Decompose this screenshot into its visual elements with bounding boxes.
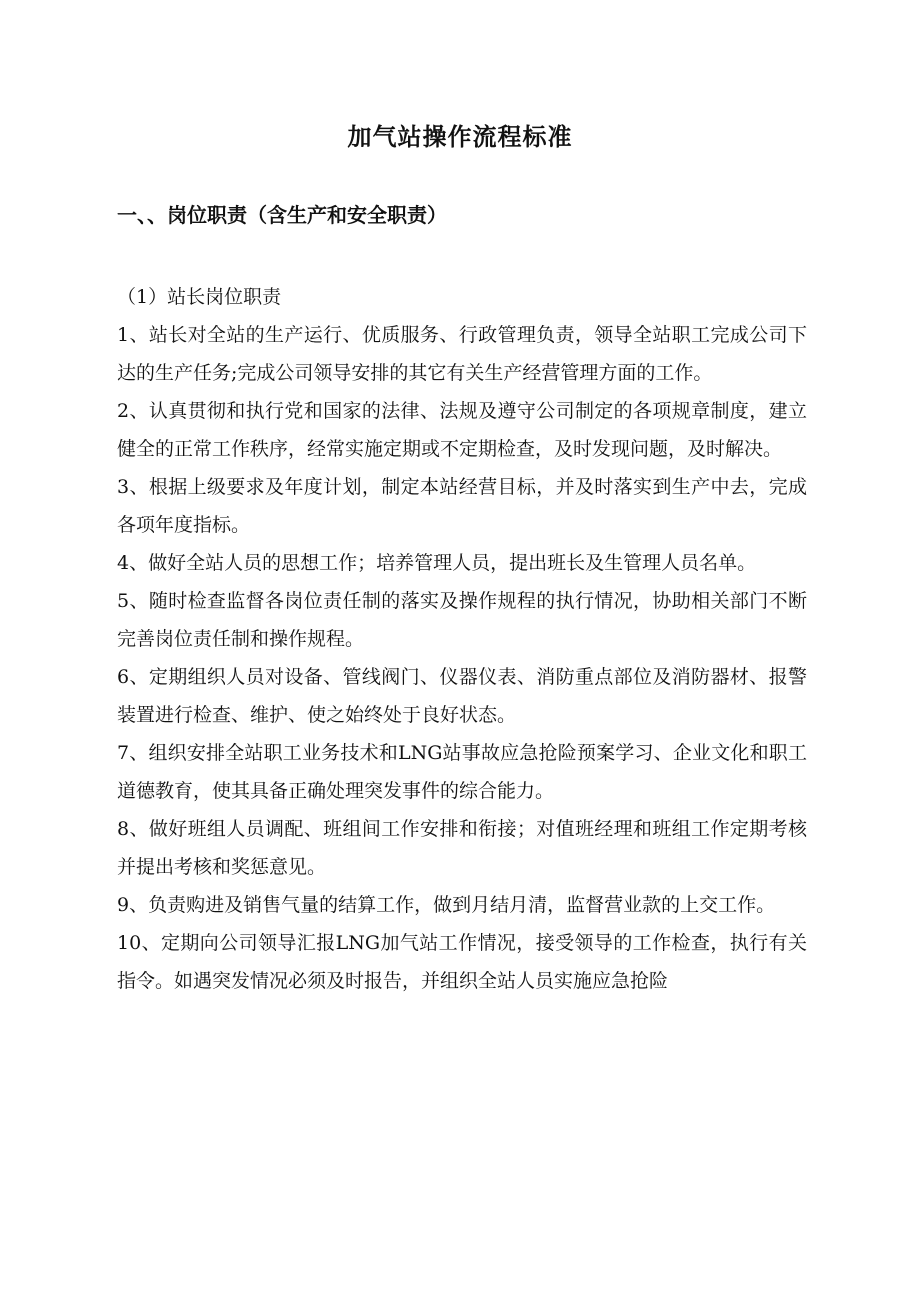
- duty-item-3: 3、根据上级要求及年度计划，制定本站经营目标，并及时落实到生产中去，完成各项年度指标。: [117, 476, 807, 536]
- duty-item-10: 10、定期向公司领导汇报LNG加气站工作情况，接受领导的工作检查，执行有关指令。如遇突发情况必须及时报告，并组织全站人员实施应急抢险: [117, 932, 807, 992]
- duty-item-4: 4、做好全站人员的思想工作；培养管理人员，提出班长及生管理人员名单。: [117, 552, 757, 574]
- duty-item-7: 7、组织安排全站职工业务技术和LNG站事故应急抢险预案学习、企业文化和职工道德教育，使其具备正确处理突发事件的综合能力。: [117, 742, 807, 802]
- duty-item-1: 1、站长对全站的生产运行、优质服务、行政管理负责，领导全站职工完成公司下达的生产任务;完成公司领导安排的其它有关生产经营管理方面的工作。: [117, 324, 807, 384]
- subsection-heading: （1）站长岗位职责: [117, 286, 282, 308]
- document-title: 加气站操作流程标准: [347, 123, 573, 151]
- duty-item-6: 6、定期组织人员对设备、管线阀门、仪器仪表、消防重点部位及消防器材、报警装置进行检查、维护、使之始终处于良好状态。: [117, 666, 807, 726]
- duty-item-2: 2、认真贯彻和执行党和国家的法律、法规及遵守公司制定的各项规章制度，建立健全的正常工作秩序，经常实施定期或不定期检查，及时发现问题，及时解决。: [117, 400, 807, 460]
- document-body: [117, 278, 807, 1000]
- duty-item-5: 5、随时检查监督各岗位责任制的落实及操作规程的执行情况，协助相关部门不断完善岗位责任制和操作规程。: [117, 590, 807, 650]
- duty-item-9: 9、负责购进及销售气量的结算工作，做到月结月清，监督营业款的上交工作。: [117, 894, 776, 916]
- section-heading: 一、、岗位职责（含生产和安全职责）: [117, 203, 447, 227]
- duty-item-8: 8、做好班组人员调配、班组间工作安排和衔接；对值班经理和班组工作定期考核并提出考核和奖惩意见。: [117, 818, 807, 878]
